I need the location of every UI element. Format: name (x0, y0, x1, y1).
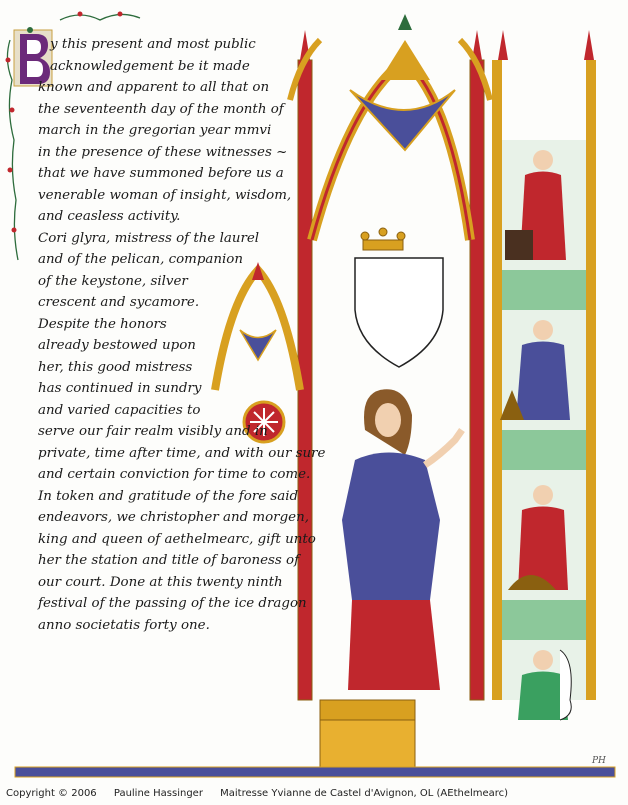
text-line: in the presence of these witnesses ~ (38, 144, 288, 160)
artist-initials: PH (592, 756, 606, 766)
footer (6, 788, 622, 799)
text-line: her the station and title of baroness of (38, 553, 300, 568)
text-line: march in the gregorian year mmvi (38, 123, 272, 138)
recipient-name: Maitresse Yvianne de Castel d'Avignon, OL (AEthelmearc) (220, 788, 509, 799)
text-line: and ceasless activity. (38, 209, 181, 224)
text-line: Cori glyra, mistress of the laurel (38, 230, 260, 246)
vignette-tower (492, 30, 596, 720)
text-line: and of the pelican, companion (38, 252, 243, 267)
calligraphy-text (10, 34, 326, 636)
text-line: of the keystone, silver (38, 273, 188, 289)
text-line: known and apparent to all that on (38, 80, 270, 95)
text-line: her, this good mistress (38, 359, 193, 375)
text-line: and varied capacities to (38, 402, 201, 418)
text-line: In token and gratitude of the fore said (38, 488, 299, 504)
text-line: y this present and most public (50, 37, 256, 52)
text-line: king and queen of aethelmearc, gift unto (38, 531, 316, 547)
text-line: acknowledgement be it made (50, 58, 250, 74)
text-line: private, time after time, and with our sure (38, 445, 326, 461)
crown (361, 228, 405, 250)
artist-name: Pauline Hassinger (113, 788, 203, 799)
text-line: venerable woman of insight, wisdom, (38, 187, 292, 203)
heraldic-shield (355, 258, 443, 367)
base-border (15, 767, 615, 777)
text-line: has continued in sundry (38, 381, 202, 396)
standing-figure (320, 389, 462, 770)
text-line: Despite the honors (38, 316, 167, 332)
text-line: already bestowed upon (38, 338, 196, 353)
text-line: our court. Done at this twenty ninth (38, 574, 283, 590)
text-line: festival of the passing of the ice dragon (38, 596, 307, 611)
copyright-text: Copyright © 2006 (6, 788, 97, 799)
text-line: endeavors, we christopher and morgen, (38, 510, 309, 525)
text-line: crescent and sycamore. (38, 295, 200, 310)
text-line: and certain conviction for time to come. (38, 467, 311, 482)
text-line: serve our fair realm visibly and in (38, 424, 268, 439)
text-line: anno societatis forty one. (38, 617, 210, 633)
text-line: the seventeenth day of the month of (38, 101, 284, 117)
text-line: that we have summoned before us a (38, 166, 284, 181)
